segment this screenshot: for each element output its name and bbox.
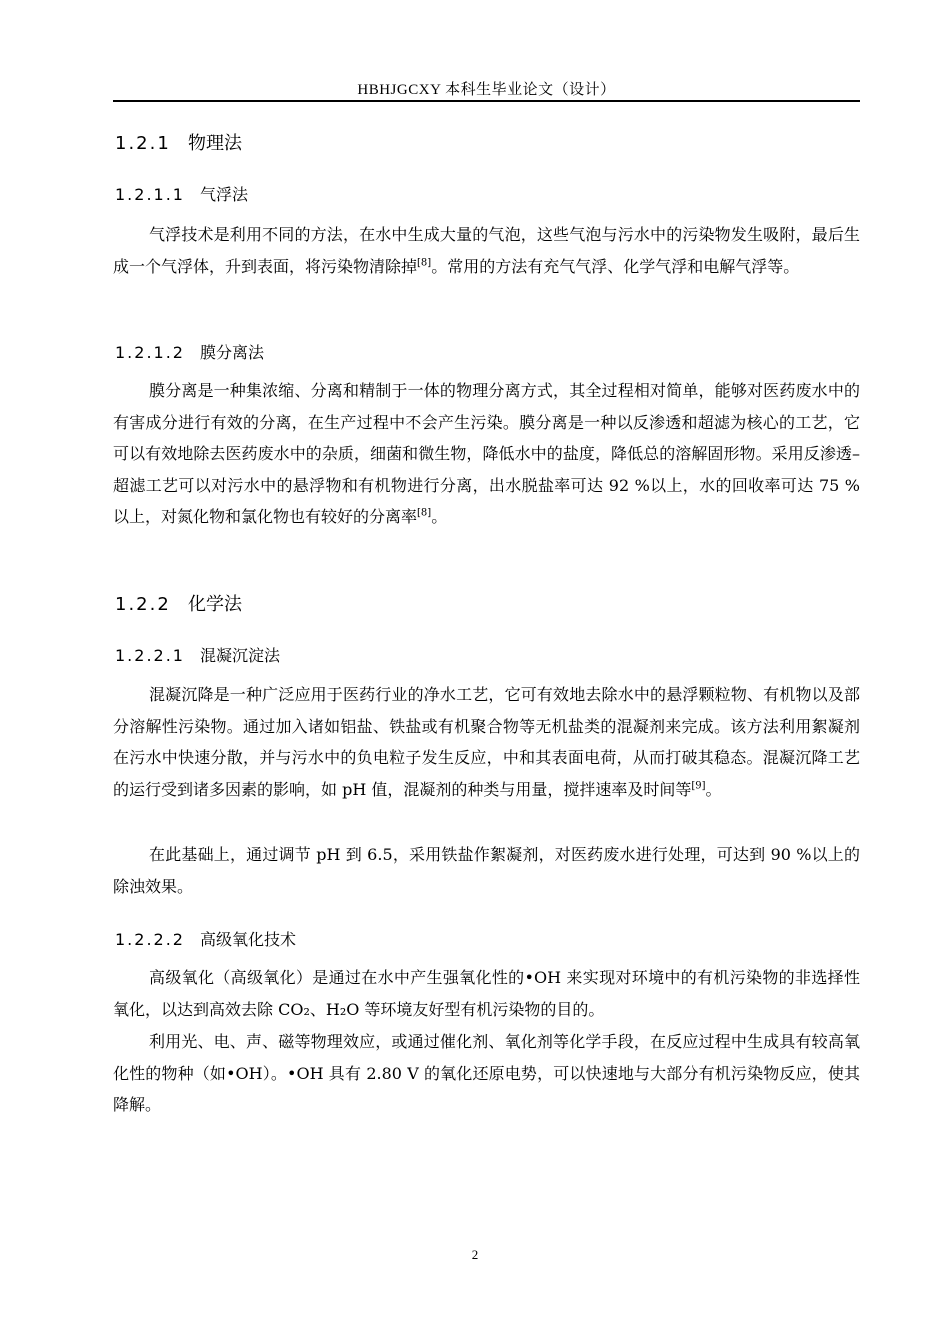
paragraph-text: 气浮技术是利用不同的方法，在水中生成大量的气泡，这些气泡与污水中的污染物发生吸附，最后生成一个气浮体，升到表面，将污染物清除掉 <box>113 225 860 276</box>
paragraph-advanced-oxidation-methods: 利用光、电、声、磁等物理效应，或通过催化剂、氧化剂等化学手段，在反应过程中生成具有较高氧化性的物种（如•OH）。•OH 具有 2.80 V 的氧化还原电势，可以快速地与大部分有机污染物反应，使其降解。 <box>113 1032 860 1114</box>
paragraph-advanced-oxidation: 高级氧化（高级氧化）是通过在水中产生强氧化性的•OH 来实现对环境中的有机污染物的非选择性氧化，以达到高效去除 CO₂、H₂O 等环境友好型有机污染物的目的。 <box>113 968 860 1019</box>
paragraph-tail: 。常用的方法有充气气浮、化学气浮和电解气浮等。 <box>431 256 800 276</box>
subsection-heading-air-flotation <box>115 182 248 205</box>
subsection-heading-coagulation <box>115 643 280 666</box>
section-heading-physical-methods <box>115 129 242 155</box>
paragraph-tail: 。 <box>431 507 448 526</box>
citation-ref: [8] <box>417 507 432 519</box>
paragraph-membrane-separation <box>113 375 860 533</box>
running-header: HBHJGCXY 本科生毕业论文（设计） <box>357 82 616 98</box>
subsection-number: 1.2.1.1 <box>115 185 185 204</box>
subsection-number: 1.2.2.1 <box>115 646 185 665</box>
subsection-title: 膜分离法 <box>200 343 265 362</box>
citation-ref: [9] <box>691 780 706 792</box>
subsection-title: 气浮法 <box>200 185 249 204</box>
header-rule <box>113 100 860 102</box>
page-number: 2 <box>471 1247 479 1262</box>
paragraph-tail: 。 <box>705 779 722 799</box>
subsection-title: 高级氧化技术 <box>200 930 297 949</box>
paragraph-air-flotation <box>113 219 860 282</box>
section-title: 化学法 <box>188 594 242 615</box>
subsection-number: 1.2.1.2 <box>115 343 185 362</box>
paragraph-text: 混凝沉降是一种广泛应用于医药行业的净水工艺，它可有效地去除水中的悬浮颗粒物、有机物以及部分溶解性污染物。通过加入诸如铝盐、铁盐或有机聚合物等无机盐类的混凝剂来完成。该方法利用絮凝剂在污水中快速分散，并与污水中的负电粒子发生反应，中和其表面电荷，从而打破其稳态。混凝沉降工艺的运行受到诸多因素的影响，如 pH 值，混凝剂的种类与用量，搅拌速率及时间等 <box>113 685 860 799</box>
subsection-title: 混凝沉淀法 <box>200 646 281 665</box>
subsection-heading-membrane-separation <box>115 340 264 363</box>
subsection-heading-advanced-oxidation <box>115 927 296 950</box>
subsection-number: 1.2.2.2 <box>115 930 185 949</box>
section-number: 1.2.1 <box>115 133 171 154</box>
section-heading-chemical-methods <box>115 590 242 616</box>
paragraph-text: 膜分离是一种集浓缩、分离和精制于一体的物理分离方式，其全过程相对简单，能够对医药废水中的有害成分进行有效的分离，在生产过程中不会产生污染。膜分离是一种以反渗透和超滤为核心的工艺，它可以有效地除去医药废水中的杂质，细菌和微生物，降低水中的盐度，降低总的溶解固形物。采用反渗透–超滤工艺可以对污水中的悬浮物和有机物进行分离，出水脱盐率可达 92 %以上，水的回收率可达 75 %以上，对氮化物和氯化物也有较好的分离率 <box>113 381 860 526</box>
section-number: 1.2.2 <box>115 594 171 615</box>
paragraph-coagulation-result: 在此基础上，通过调节 pH 到 6.5，采用铁盐作絮凝剂，对医药废水进行处理，可达到 90 %以上的除浊效果。 <box>113 845 860 896</box>
citation-ref: [8] <box>417 257 432 269</box>
section-title: 物理法 <box>188 133 242 154</box>
paragraph-coagulation <box>113 679 860 805</box>
